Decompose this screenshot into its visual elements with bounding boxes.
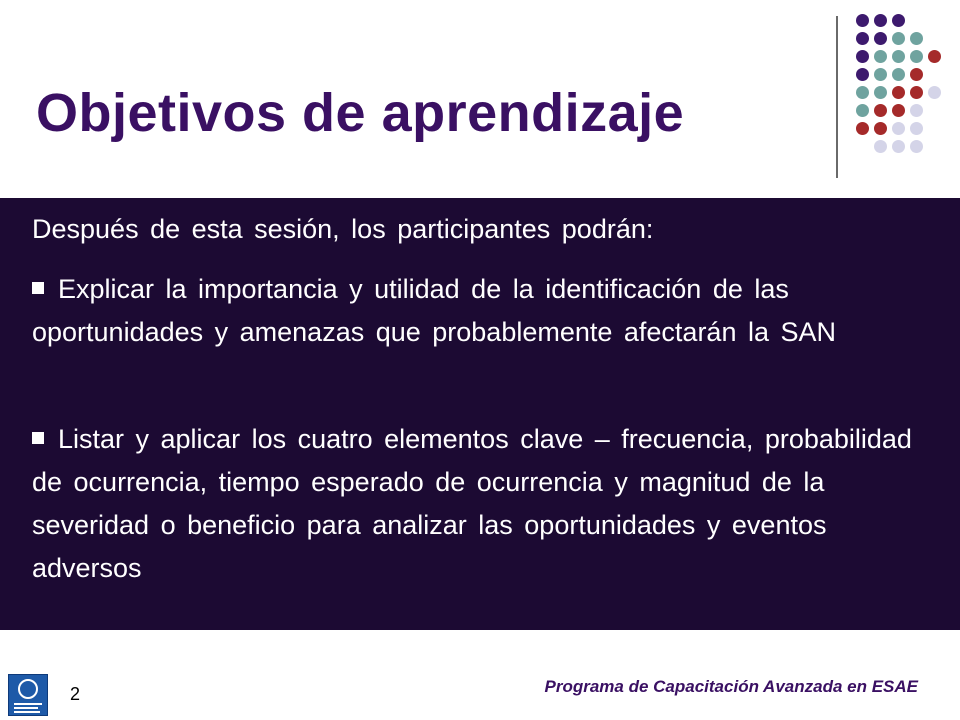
decorative-dot bbox=[892, 32, 905, 45]
bullet-text-1: Explicar la importancia y utilidad de la identificación de las oportunidades y amenazas que probablemente afectarán la SAN bbox=[32, 274, 836, 347]
decorative-dot bbox=[856, 86, 869, 99]
intro-text: Después de esta sesión, los participantes podrán: bbox=[32, 214, 654, 244]
decorative-dot bbox=[910, 32, 923, 45]
decorative-dot bbox=[856, 68, 869, 81]
square-bullet-icon bbox=[32, 282, 44, 294]
decorative-dot bbox=[874, 140, 887, 153]
bullet-item-1 bbox=[32, 268, 932, 354]
decorative-dot bbox=[892, 86, 905, 99]
decorative-dot bbox=[874, 104, 887, 117]
decorative-dot bbox=[910, 50, 923, 63]
decorative-dot bbox=[892, 50, 905, 63]
decorative-dot bbox=[874, 32, 887, 45]
bullet-text-2: Listar y aplicar los cuatro elementos clave – frecuencia, probabilidad de ocurrencia, tiempo esperado de ocurrencia y magnitud de la severidad o beneficio para analizar las oportunidades y eventos adversos bbox=[32, 424, 912, 583]
decorative-dot bbox=[892, 68, 905, 81]
wfp-logo-icon bbox=[8, 674, 48, 716]
decorative-dot bbox=[892, 14, 905, 27]
decorative-dot bbox=[910, 122, 923, 135]
logo-emblem bbox=[18, 679, 38, 699]
decorative-dot bbox=[856, 104, 869, 117]
decorative-dot bbox=[910, 104, 923, 117]
bullet-item-2 bbox=[32, 418, 932, 590]
page-number: 2 bbox=[70, 684, 81, 704]
decorative-dot bbox=[856, 50, 869, 63]
content-panel bbox=[0, 198, 960, 630]
decorative-dot bbox=[874, 68, 887, 81]
decorative-dot bbox=[856, 32, 869, 45]
decorative-dot bbox=[874, 50, 887, 63]
decorative-dot bbox=[856, 122, 869, 135]
logo-text-line bbox=[14, 703, 42, 705]
dot-grid-decoration bbox=[0, 0, 960, 200]
decorative-dot bbox=[892, 140, 905, 153]
decorative-dot bbox=[928, 50, 941, 63]
square-bullet-icon bbox=[32, 432, 44, 444]
footer-text: Programa de Capacitación Avanzada en ESAE bbox=[544, 677, 918, 696]
decorative-dot bbox=[874, 122, 887, 135]
decorative-dot bbox=[910, 68, 923, 81]
decorative-dot bbox=[874, 14, 887, 27]
decorative-dot bbox=[874, 86, 887, 99]
logo-text-line bbox=[14, 707, 38, 709]
decorative-dot bbox=[910, 140, 923, 153]
slide-title: Objetivos de aprendizaje bbox=[36, 83, 685, 143]
decorative-dot bbox=[892, 122, 905, 135]
logo-text-line bbox=[14, 711, 40, 713]
decorative-dot bbox=[910, 86, 923, 99]
decorative-dot bbox=[856, 14, 869, 27]
decorative-dot bbox=[892, 104, 905, 117]
decorative-dot bbox=[928, 86, 941, 99]
